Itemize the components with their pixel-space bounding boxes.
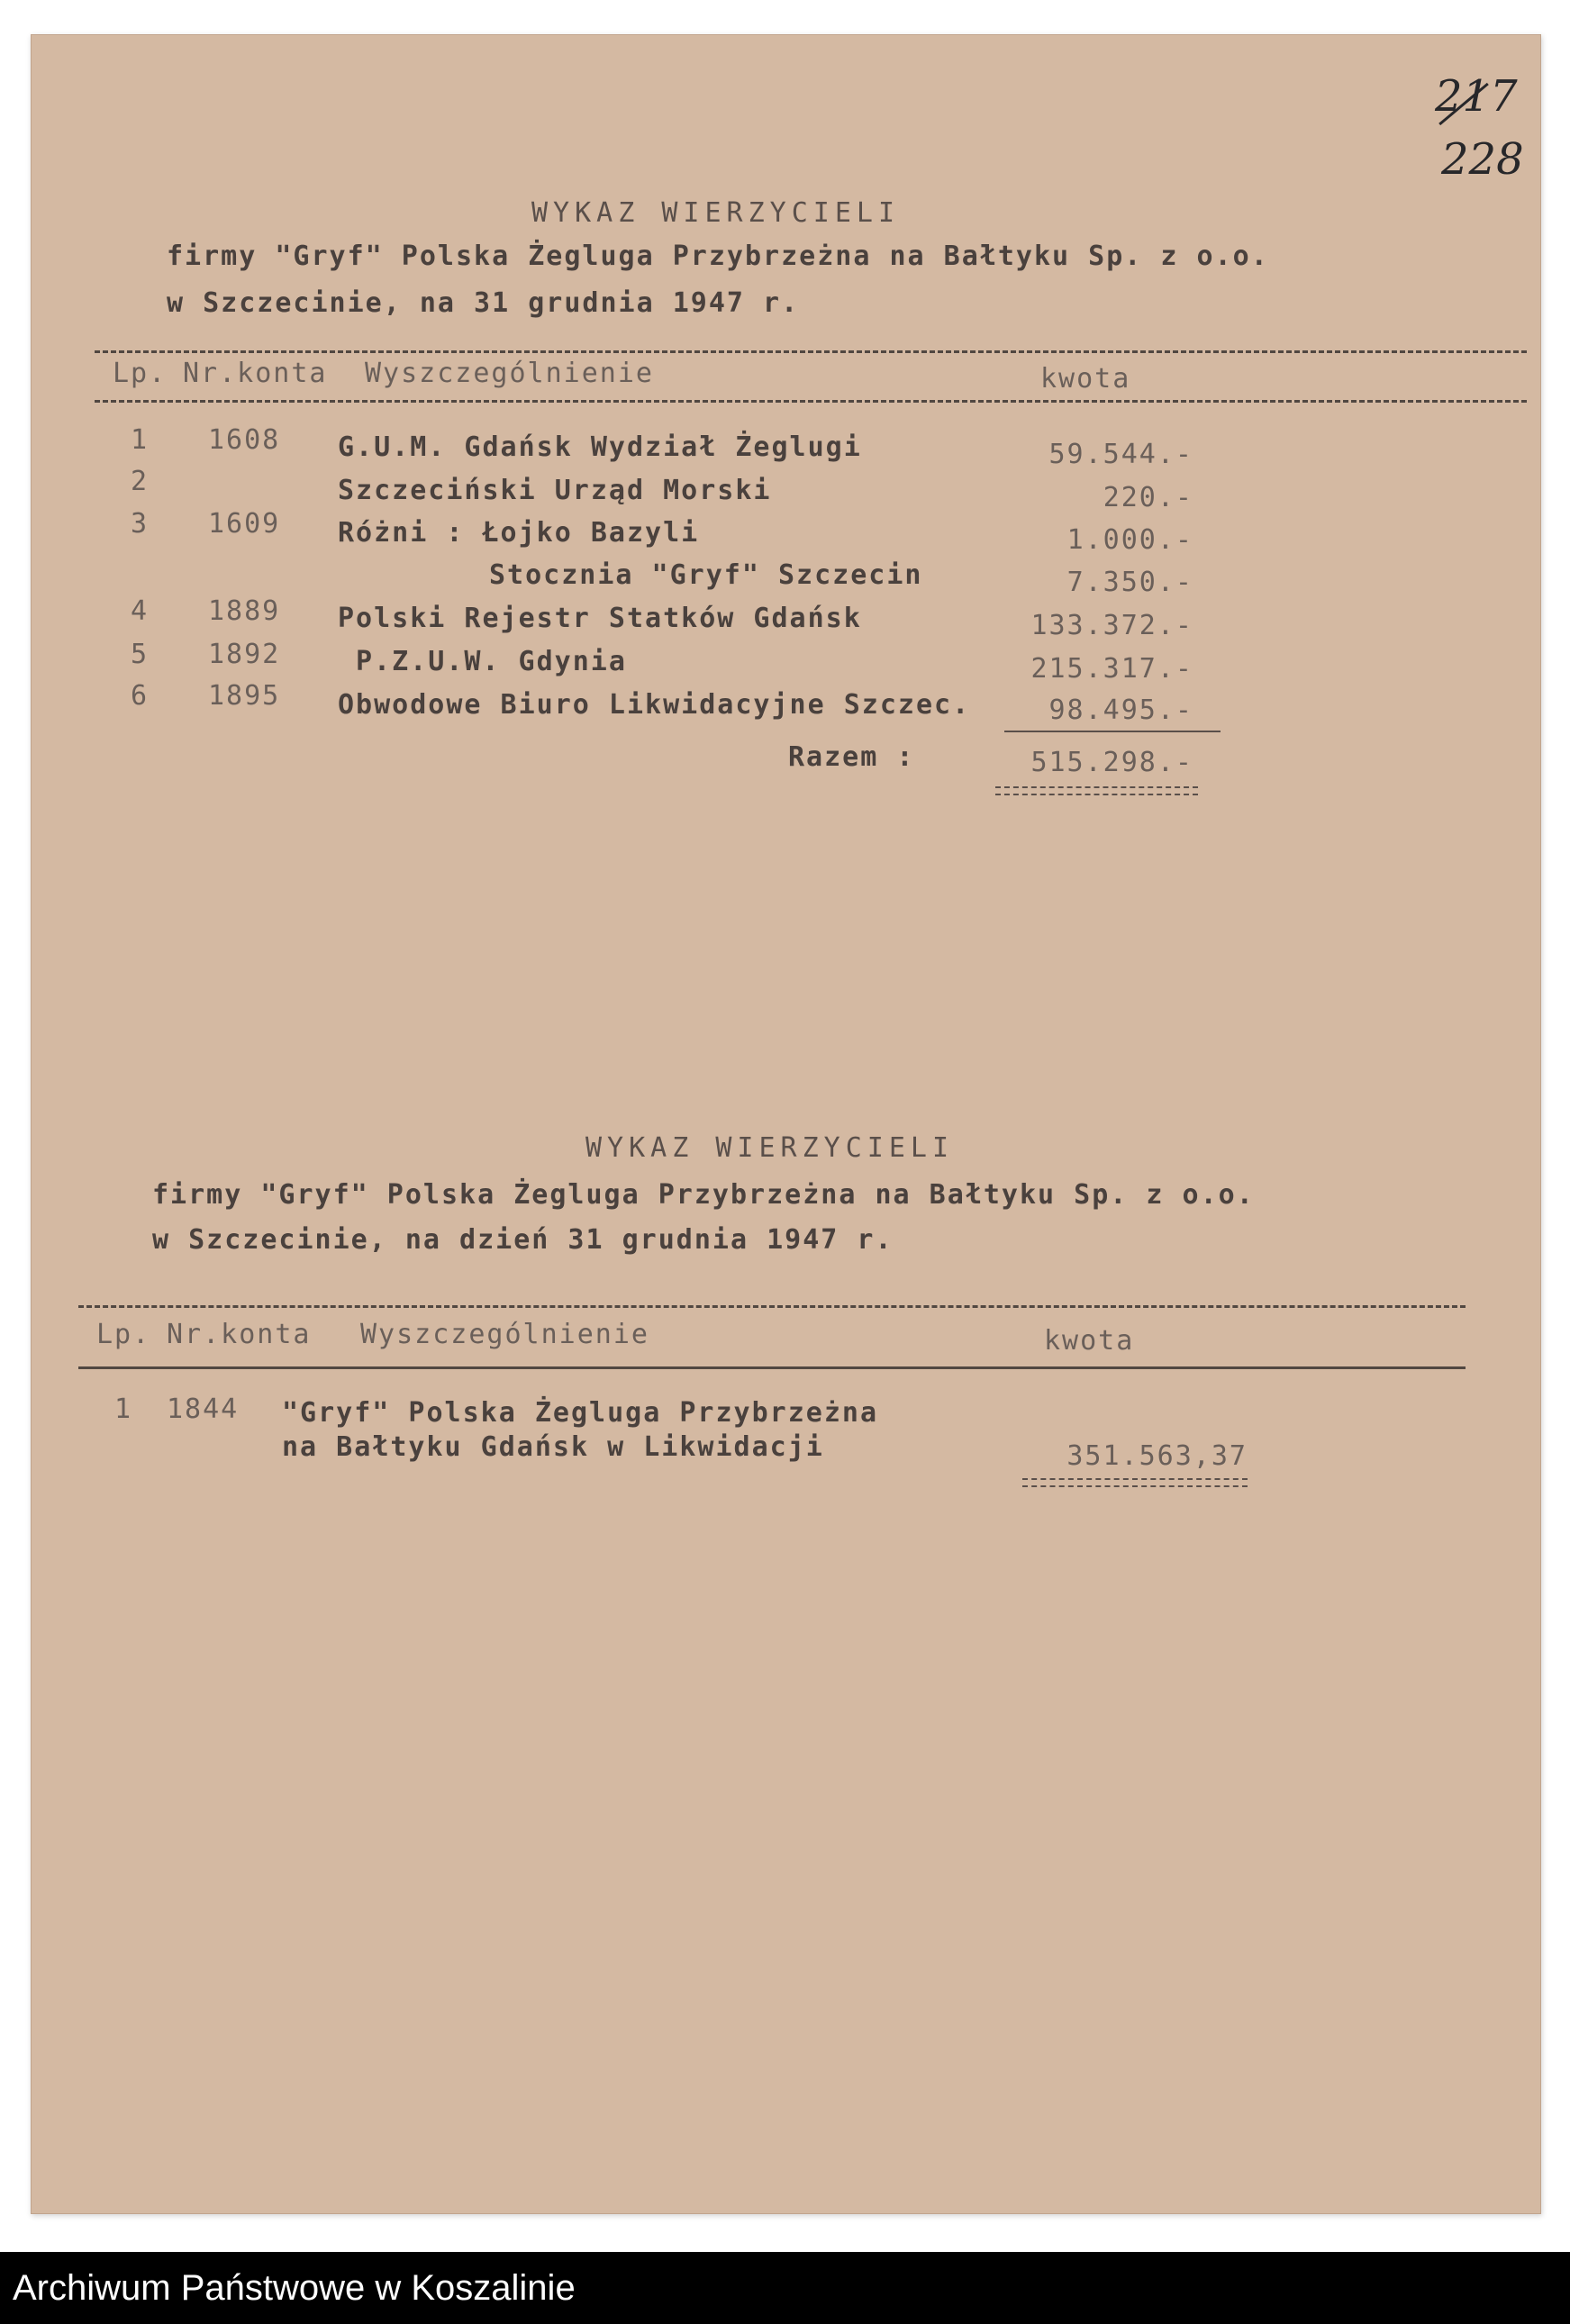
row-kwota: 215.317.- xyxy=(1030,653,1193,685)
row-opis: Szczeciński Urząd Morski xyxy=(338,475,772,506)
section1-line2: firmy "Gryf" Polska Żegluga Przybrzeżna na Bałtyku Sp. z o.o. xyxy=(167,241,1269,272)
row-lp: 2 xyxy=(131,466,150,497)
row-opis: Obwodowe Biuro Likwidacyjne Szczec. xyxy=(338,689,971,721)
row-konto: 1895 xyxy=(208,680,281,712)
row-opis: Różni : Łojko Bazyli xyxy=(338,517,700,549)
row-kwota: 98.495.- xyxy=(1048,694,1193,726)
section2-line3: w Szczecinie, na dzień 31 grudnia 1947 r. xyxy=(152,1224,894,1256)
document-page xyxy=(31,34,1541,2214)
section2-header-opis: Wyszczególnienie xyxy=(360,1319,649,1350)
section1-header-konto: Nr.konta xyxy=(183,358,328,389)
row-opis: G.U.M. Gdańsk Wydział Żeglugi xyxy=(338,431,862,463)
row-konto: 1844 xyxy=(167,1393,240,1425)
row-opis: Stocznia "Gryf" Szczecin xyxy=(489,559,923,591)
section2-header-kwota: kwota xyxy=(1044,1325,1135,1357)
row-opis: Polski Rejestr Statków Gdańsk xyxy=(338,603,862,634)
section2-header-lp: Lp. xyxy=(96,1319,151,1350)
row-konto: 1892 xyxy=(208,639,281,670)
row-kwota: 220.- xyxy=(1103,482,1193,513)
section1-header-kwota: kwota xyxy=(1040,363,1131,395)
section2-title: WYKAZ WIERZYCIELI xyxy=(585,1132,955,1164)
section1-subtotal-line xyxy=(1004,731,1221,732)
section1-total-value: 515.298.- xyxy=(1030,747,1193,778)
section1-total-double-line xyxy=(995,786,1198,795)
row-lp: 6 xyxy=(131,680,150,712)
row-lp: 1 xyxy=(114,1393,133,1425)
row-kwota: 1.000.- xyxy=(1066,524,1193,556)
section2-line2: firmy "Gryf" Polska Żegluga Przybrzeżna na Bałtyku Sp. z o.o. xyxy=(152,1179,1255,1211)
section2-top-rule xyxy=(78,1305,1466,1308)
row-kwota: 7.350.- xyxy=(1066,567,1193,598)
row-lp: 5 xyxy=(131,639,150,670)
section1-header-opis: Wyszczególnienie xyxy=(365,358,654,389)
section1-top-rule xyxy=(95,350,1527,353)
row-konto: 1608 xyxy=(208,424,281,456)
section2-header-konto: Nr.konta xyxy=(167,1319,312,1350)
row-konto: 1889 xyxy=(208,595,281,627)
row-opis-line1: "Gryf" Polska Żegluga Przybrzeżna xyxy=(282,1397,879,1429)
row-kwota: 351.563,37 xyxy=(1066,1440,1248,1472)
page-number-old: 217 xyxy=(1435,71,1518,122)
row-lp: 1 xyxy=(131,424,150,456)
section1-header-rule xyxy=(95,400,1527,403)
page-number-new: 228 xyxy=(1441,134,1524,185)
row-lp: 4 xyxy=(131,595,150,627)
row-opis-line2: na Bałtyku Gdańsk w Likwidacji xyxy=(282,1431,824,1463)
section2-total-double-line xyxy=(1022,1478,1248,1487)
section1-title: WYKAZ WIERZYCIELI xyxy=(531,197,901,229)
row-kwota: 133.372.- xyxy=(1030,610,1193,641)
section2-header-rule xyxy=(78,1366,1466,1369)
section1-header-lp: Lp. xyxy=(113,358,168,389)
row-konto: 1609 xyxy=(208,508,281,540)
archive-footer: Archiwum Państwowe w Koszalinie xyxy=(0,2252,1570,2324)
row-opis: P.Z.U.W. Gdynia xyxy=(356,646,627,677)
row-lp: 3 xyxy=(131,508,150,540)
row-kwota: 59.544.- xyxy=(1048,439,1193,470)
section1-line3: w Szczecinie, na 31 grudnia 1947 r. xyxy=(167,287,800,319)
section1-total-label: Razem : xyxy=(788,741,915,773)
